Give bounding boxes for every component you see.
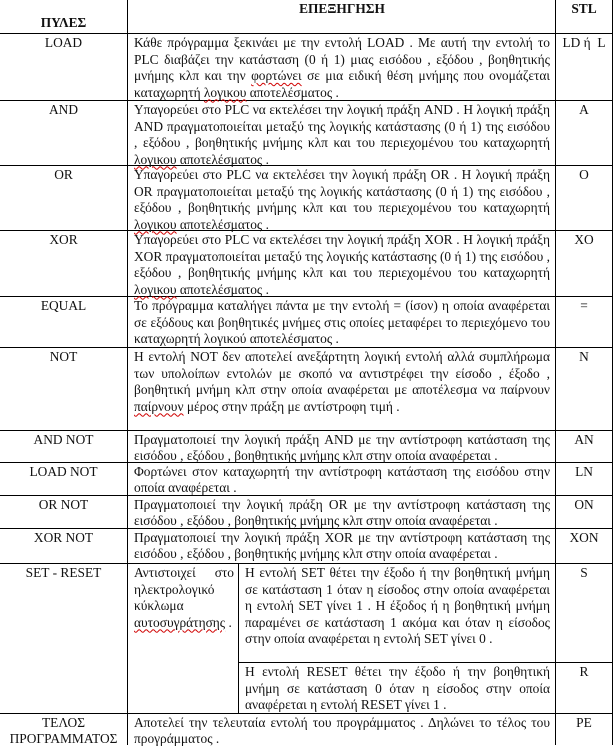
stl-code-set: S (580, 565, 588, 580)
stl-code: O (579, 167, 589, 182)
gate-name: SET - RESET (25, 565, 102, 580)
gate-description: Αποτελεί την τελευταία εντολή του προγράμματος . Δηλώνει το τέλος του προγράμματος . (134, 715, 550, 746)
stl-code: N (579, 349, 589, 364)
stl-code: LN (575, 464, 593, 479)
misspelled-word: λογικου (134, 281, 177, 297)
table-right-border (612, 0, 613, 745)
gate-description (128, 101, 555, 168)
gate-name: NOT (49, 349, 78, 364)
misspelled-word: παίρνουν (134, 398, 184, 414)
stl-code-reset: R (579, 664, 589, 679)
gate-description (128, 231, 555, 298)
stl-code: XO (574, 232, 594, 247)
gate-name: AND NOT (33, 432, 94, 447)
description-text: αποτελέσματος . (176, 151, 269, 167)
gate-description: Το πρόγραμμα καταλήγει πάντα με την εντολή = (ίσον) η οποία αναφέρεται σε εξόδους και βοηθητικές μνήμες στις οποίες μεταφέρει το περιεχόμενο του καταχωρητή λογικού αποτελέσματος . (134, 298, 550, 346)
gate-name: EQUAL (40, 298, 87, 313)
gate-description (128, 34, 555, 101)
stl-code: PE (576, 715, 592, 730)
gate-name: OR NOT (38, 497, 89, 512)
description-text: Υπαγορεύει στο PLC να εκτελέσει την λογική πράξη XOR . Η λογική πράξη XOR πραγματοποιείται μεταξύ της λογικής κατάστασης (0 ή 1) της εισόδου , εξόδου , βοηθητικής μνήμης κλπ και του περιεχομένου του καταχωρητή (134, 232, 550, 280)
gate-description (128, 166, 555, 233)
gate-name: OR (54, 167, 73, 182)
description-text: Η εντολή NOT δεν αποτελεί ανεξάρτητη λογική εντολή αλλά συμπλήρωμα των υπολοίπων εντολών με σκοπό να αντιστρέφει την είσοδο , έξοδο , βοηθητική μνήμη κλπ στην οποία αναφέρεται με αποτέλεσμα να παίρνουν (134, 349, 550, 397)
misspelled-word: αυτοσυγράτησης (134, 614, 226, 630)
description-text: αποτελέσματος . (176, 216, 269, 232)
stl-code: A (579, 102, 589, 117)
gate-description: Πραγματοποιεί την λογική πράξη AND με την αντίστροφη κατάσταση της εισόδου , εξόδου , βοηθητικής μνήμης κλπ στην οποία αναφέρεται . (134, 432, 550, 463)
description-text: μέρος στην πράξη με αντίστροφη τιμή . (183, 398, 400, 414)
gate-description: Πραγματοποιεί την λογική πράξη XOR με την αντίστροφη κατάσταση της εισόδου , εξόδου , βοηθητικής μνήμης κλπ στην οποία αναφέρεται . (134, 530, 550, 561)
misspelled-word: φορτώνει (251, 68, 302, 83)
gate-description: Φορτώνει στον καταχωρητή την αντίστροφη κατάσταση της εισόδου στην οποία αναφέρεται . (134, 464, 550, 495)
header-gates: ΠΥΛΕΣ (40, 15, 87, 30)
gate-name: XOR (49, 232, 78, 247)
description-text: Υπαγορεύει στο PLC να εκτελέσει την λογική πράξη AND . Η λογική πράξη AND πραγματοποιείται μεταξύ της λογικής κατάστασης (0 ή 1) της εισόδου , εξόδου , βοηθητικής μνήμης κλπ και του περιεχομένου του καταχωρητή (134, 102, 550, 150)
stl-code: AN (574, 432, 594, 447)
gate-name: AND (48, 102, 78, 117)
stl-code: XON (569, 530, 599, 545)
reset-description: Η εντολή RESET θέτει την έξοδο ή την βοηθητική μνήμη σε κατάσταση 0 όταν η είσοδος στην οποία αναφέρεται η εντολή RESET γίνει 1 . (245, 664, 550, 712)
description-text: Αντιστοιχεί στο ηλεκτρολογικό κύκλωμα (134, 565, 234, 613)
header-stl: STL (571, 1, 597, 16)
gate-description: Πραγματοποιεί την λογική πράξη OR με την αντίστροφη κατάσταση της εισόδου , εξόδου , βοηθητικής μνήμης κλπ στην οποία αναφέρεται . (134, 497, 550, 528)
set-reset-note (128, 564, 238, 631)
description-text: Υπαγορεύει στο PLC να εκτελέσει την λογική πράξη OR . Η λογική πράξη OR πραγματοποιείται μεταξύ της λογικής κατάστασης (0 ή 1) της εισόδου , εξόδου , βοηθητικής μνήμης κλπ και του περιεχομένου του καταχωρητή (134, 167, 550, 215)
misspelled-word: λογικου (134, 151, 177, 167)
gate-name: LOAD (44, 35, 83, 50)
set-description: Η εντολή SET θέτει την έξοδο ή την βοηθητική μνήμη σε κατάσταση 1 όταν η είσοδος στην οποία αναφέρεται η εντολή SET γίνει 1 . Η έξοδος ή η βοηθητική μνήμη παραμένει σε κατάσταση 1 ακόμα και όταν η είσοδος στην οποία αναφέρεται η εντολή SET γίνει 0 . (245, 565, 550, 646)
description-text: αποτελέσματος . (246, 84, 339, 100)
description-text: σε μια ειδική θέση μνήμης που ονομάζεται καταχωρητή (134, 68, 550, 100)
header-explanation: ΕΠΕΞΗΓΗΣΗ (299, 1, 385, 16)
misspelled-word: λογικου (203, 84, 247, 100)
description-text: . (225, 614, 232, 630)
stl-code: ON (574, 497, 594, 512)
description-text: αποτελέσματος . (176, 281, 269, 297)
gate-name: LOAD NOT (29, 464, 98, 479)
stl-code: = (580, 298, 588, 313)
misspelled-word: λογικου (134, 216, 177, 232)
gate-description (128, 348, 555, 415)
stl-code: LD ή L (562, 35, 606, 50)
gate-name: ΤΕΛΟΣ ΠΡΟΓΡΑΜΜΑΤΟΣ (9, 715, 118, 746)
description-text: Κάθε πρόγραμμα ξεκινάει με την εντολή LOAD . Με αυτή την εντολή το PLC διαβάζει την κατάσταση (0 ή 1) μιας εισόδου , εξόδου , βοηθητικής μνήμης κλπ και την (134, 35, 550, 83)
gate-name: XOR NOT (33, 530, 94, 545)
